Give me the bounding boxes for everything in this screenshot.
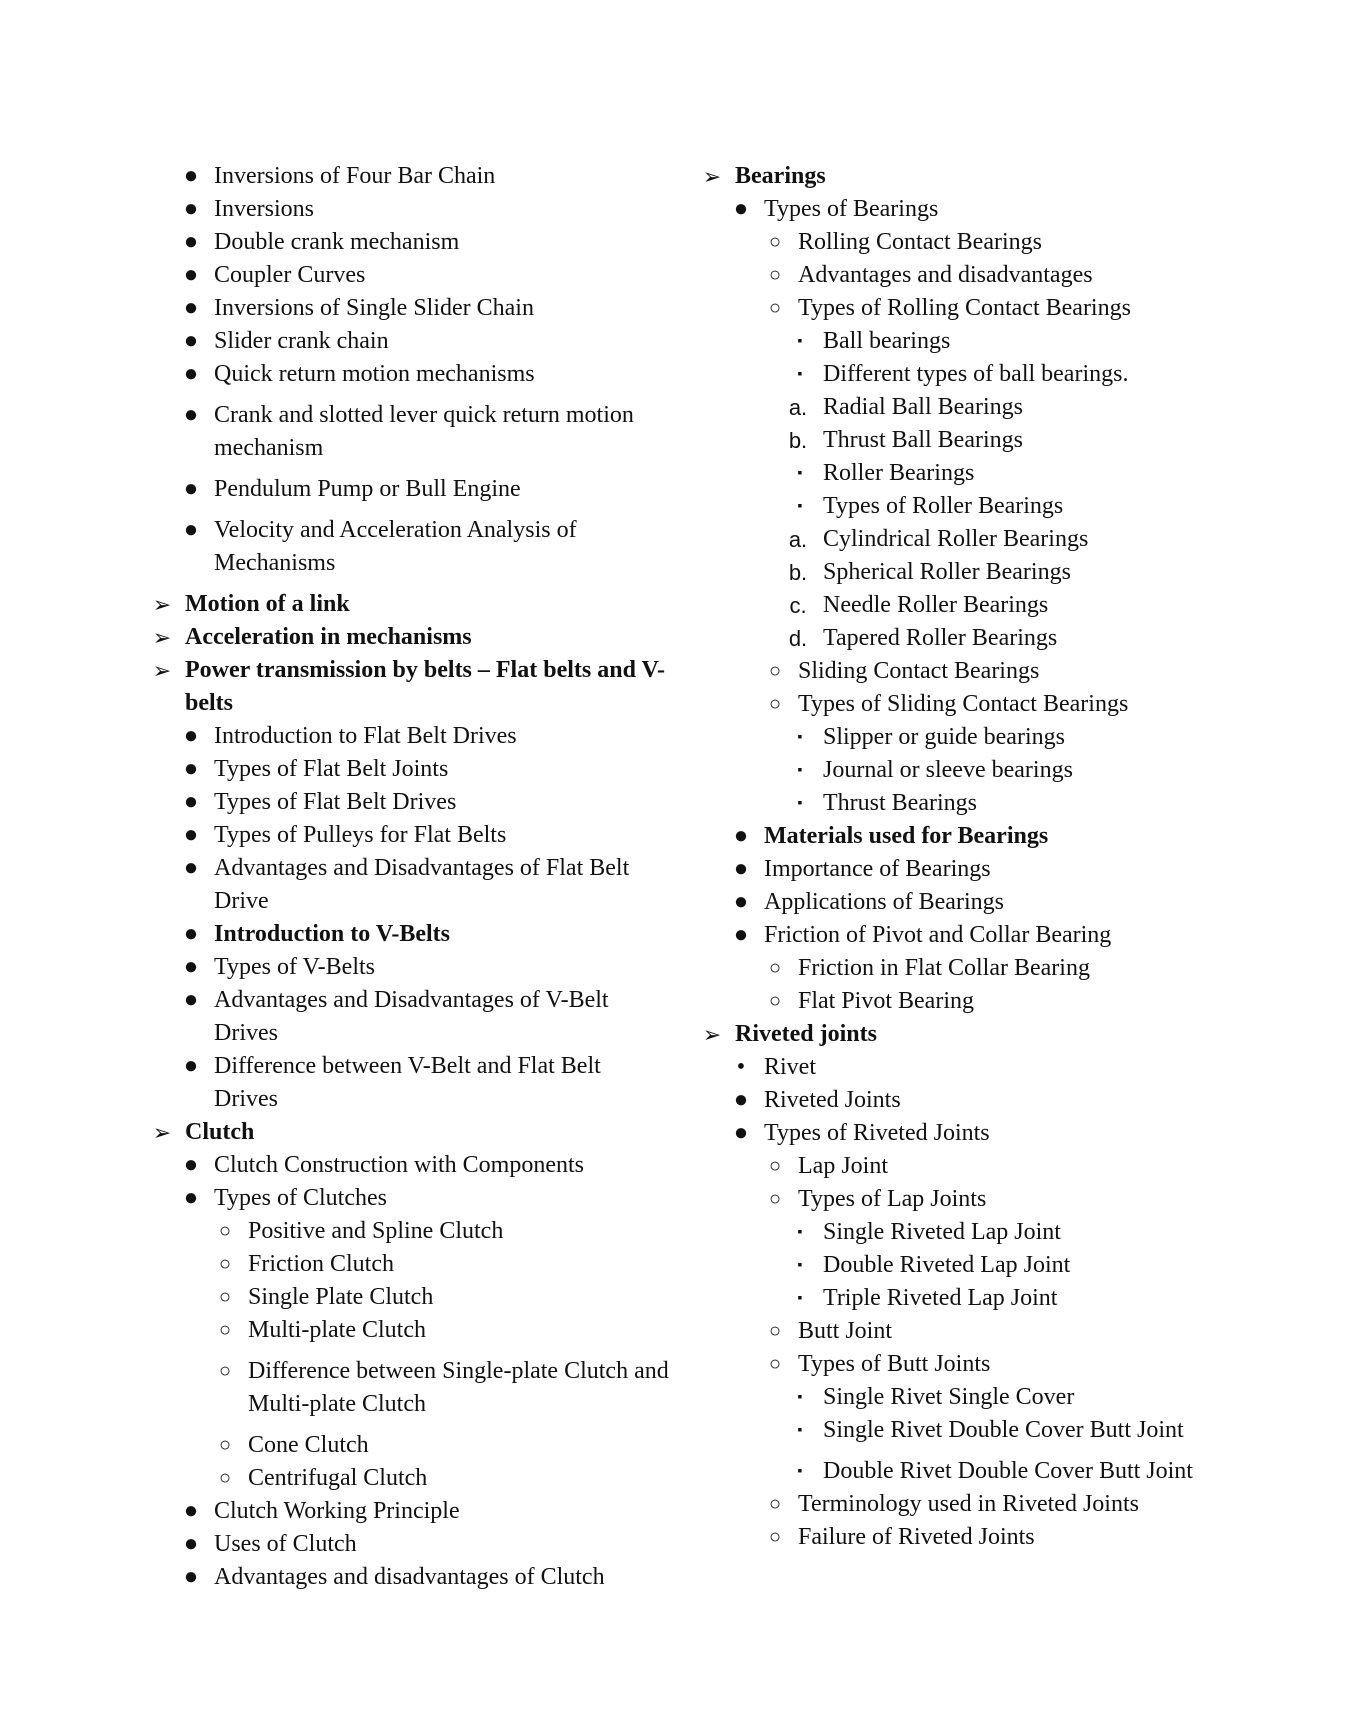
- bullet-dot-icon: ●: [183, 361, 199, 387]
- bullet-dot-icon: ●: [183, 517, 199, 543]
- outline-item: [700, 1150, 1220, 1183]
- bullet-circle-icon: ○: [768, 297, 782, 319]
- bullet-dot-icon: ●: [183, 987, 199, 1013]
- outline-item: [150, 951, 670, 984]
- outline-item-text: Thrust Ball Bearings: [823, 427, 1023, 453]
- outline-item: [150, 588, 670, 621]
- bullet-dot-icon: ●: [183, 1564, 199, 1590]
- outline-item: [700, 259, 1220, 292]
- outline-item: [150, 753, 670, 786]
- outline-item-text: Advantages and disadvantages: [798, 262, 1093, 288]
- outline-item-text: Cylindrical Roller Bearings: [823, 526, 1089, 552]
- outline-item-text: Inversions of Four Bar Chain: [214, 163, 496, 189]
- outline-item-text: Roller Bearings: [823, 460, 975, 486]
- outline-item-text: Types of Roller Bearings: [823, 493, 1064, 519]
- bullet-circle-icon: ○: [768, 1188, 782, 1210]
- outline-item: [150, 399, 670, 465]
- outline-item: [150, 1149, 670, 1182]
- bullet-dot-icon: ●: [733, 1120, 749, 1146]
- outline-item-text: Double Rivet Double Cover Butt Joint: [823, 1458, 1193, 1484]
- outline-item: [150, 819, 670, 852]
- outline-item: [700, 655, 1220, 688]
- bullet-dot-icon: ●: [183, 723, 199, 749]
- outline-item: [150, 1561, 670, 1594]
- bullet-circle-icon: ○: [768, 1493, 782, 1515]
- bullet-circle-icon: ○: [768, 1353, 782, 1375]
- outline-item: [700, 886, 1220, 919]
- outline-item-text: Tapered Roller Bearings: [823, 625, 1058, 651]
- bullet-circle-icon: ○: [218, 1253, 232, 1275]
- outline-item-text: Motion of a link: [185, 591, 350, 617]
- bullet-circle-icon: ○: [768, 660, 782, 682]
- outline-item-text: Multi-plate Clutch: [248, 1317, 426, 1343]
- outline-item: [700, 1381, 1220, 1414]
- outline-item-text: Types of Riveted Joints: [764, 1120, 990, 1146]
- outline-item-text: Triple Riveted Lap Joint: [823, 1285, 1058, 1311]
- outline-item: [150, 1182, 670, 1215]
- outline-item-text: Difference between Single-plate Clutch and Multi-plate Clutch: [248, 1358, 669, 1417]
- outline-item-text: Single Rivet Single Cover: [823, 1384, 1075, 1410]
- outline-item-text: Types of Bearings: [764, 196, 939, 222]
- outline-item: [700, 787, 1220, 820]
- bullet-dot-icon: ●: [183, 196, 199, 222]
- outline-item-text: Spherical Roller Bearings: [823, 559, 1071, 585]
- list-letter-marker: a.: [788, 527, 808, 552]
- outline-item: [700, 1117, 1220, 1150]
- outline-item: [700, 1455, 1220, 1488]
- bullet-circle-icon: ○: [218, 1360, 232, 1382]
- bullet-circle-icon: ○: [768, 264, 782, 286]
- bullet-circle-icon: ○: [768, 1155, 782, 1177]
- bullet-circle-icon: ○: [768, 957, 782, 979]
- outline-item-text: Different types of ball bearings.: [823, 361, 1129, 387]
- outline-item: [150, 984, 670, 1050]
- outline-item-text: Single Plate Clutch: [248, 1284, 434, 1310]
- outline-item: [700, 622, 1220, 655]
- outline-item-text: Slider crank chain: [214, 328, 389, 354]
- outline-item: [700, 952, 1220, 985]
- outline-item: [700, 490, 1220, 523]
- outline-item: [700, 292, 1220, 325]
- outline-item: [150, 852, 670, 918]
- bullet-square-icon: ▪: [797, 1225, 803, 1240]
- bullet-dot-icon: ●: [733, 823, 749, 849]
- outline-item: [700, 226, 1220, 259]
- bullet-dot-icon: ●: [183, 954, 199, 980]
- outline-item: [700, 1315, 1220, 1348]
- bullet-dot-icon: ●: [183, 262, 199, 288]
- outline-item-text: Friction in Flat Collar Bearing: [798, 955, 1090, 981]
- outline-item-text: Radial Ball Bearings: [823, 394, 1023, 420]
- outline-item: [700, 1414, 1220, 1447]
- outline-item-text: Applications of Bearings: [764, 889, 1004, 915]
- list-letter-marker: c.: [789, 593, 807, 618]
- outline-item-text: Lap Joint: [798, 1153, 888, 1179]
- outline-item: [150, 325, 670, 358]
- outline-item: [700, 589, 1220, 622]
- arrow-bullet-icon: ➢: [702, 1022, 722, 1047]
- outline-item: [150, 1248, 670, 1281]
- bullet-dot-icon: ●: [733, 856, 749, 882]
- outline-item-text: Types of Clutches: [214, 1185, 387, 1211]
- bullet-dot-icon: ●: [183, 328, 199, 354]
- outline-item: [700, 1018, 1220, 1051]
- bullet-square-icon: ▪: [797, 1390, 803, 1405]
- outline-item: [150, 1116, 670, 1149]
- outline-item-text: Single Rivet Double Cover Butt Joint: [823, 1417, 1184, 1443]
- outline-item: [700, 985, 1220, 1018]
- arrow-bullet-icon: ➢: [152, 1120, 172, 1145]
- outline-item-text: Centrifugal Clutch: [248, 1465, 428, 1491]
- outline-item: [150, 259, 670, 292]
- bullet-circle-icon: ○: [218, 1220, 232, 1242]
- outline-item-text: Coupler Curves: [214, 262, 366, 288]
- list-letter-marker: b.: [788, 560, 808, 585]
- outline-item: [700, 1282, 1220, 1315]
- outline-item: [150, 1050, 670, 1116]
- outline-item: [150, 720, 670, 753]
- outline-item-text: Uses of Clutch: [214, 1531, 357, 1557]
- outline-item: [700, 1216, 1220, 1249]
- outline-item: [700, 1249, 1220, 1282]
- outline-item-text: Journal or sleeve bearings: [823, 757, 1073, 783]
- bullet-dot-icon: ●: [183, 921, 199, 947]
- bullet-square-icon: ▪: [797, 1258, 803, 1273]
- bullet-dot-icon: ●: [183, 1152, 199, 1178]
- outline-item-text: Cone Clutch: [248, 1432, 369, 1458]
- outline-item: [150, 226, 670, 259]
- bullet-square-icon: ▪: [797, 796, 803, 811]
- bullet-dot-icon: ●: [183, 1498, 199, 1524]
- outline-item: [700, 853, 1220, 886]
- outline-item-text: Crank and slotted lever quick return motion mechanism: [214, 402, 634, 461]
- outline-item: [700, 1084, 1220, 1117]
- bullet-square-icon: ▪: [797, 367, 803, 382]
- outline-item: [150, 1281, 670, 1314]
- bullet-dot-icon: ●: [183, 1053, 199, 1079]
- outline-item: [700, 391, 1220, 424]
- outline-item-text: Rivet: [764, 1054, 816, 1080]
- outline-item: [150, 193, 670, 226]
- outline-item-text: Friction of Pivot and Collar Bearing: [764, 922, 1112, 948]
- outline-item-text: Materials used for Bearings: [764, 823, 1049, 849]
- outline-item-text: Advantages and Disadvantages of V-Belt Drives: [214, 987, 609, 1046]
- bullet-circle-icon: ○: [768, 990, 782, 1012]
- outline-item: [150, 514, 670, 580]
- outline-item: [700, 919, 1220, 952]
- outline-item-text: Failure of Riveted Joints: [798, 1524, 1035, 1550]
- outline-item: [700, 457, 1220, 490]
- bullet-dot-icon: ●: [183, 1531, 199, 1557]
- outline-item: [700, 1521, 1220, 1554]
- bullet-dot-icon: ●: [183, 402, 199, 428]
- outline-item: [700, 721, 1220, 754]
- outline-item-text: Clutch: [185, 1119, 255, 1145]
- outline-item-text: Sliding Contact Bearings: [798, 658, 1040, 684]
- bullet-circle-icon: ○: [768, 1320, 782, 1342]
- outline-item: [700, 193, 1220, 226]
- outline-item-text: Slipper or guide bearings: [823, 724, 1065, 750]
- outline-item: [150, 654, 670, 720]
- arrow-bullet-icon: ➢: [702, 164, 722, 189]
- outline-item: [150, 1528, 670, 1561]
- arrow-bullet-icon: ➢: [152, 592, 172, 617]
- bullet-square-icon: ▪: [797, 763, 803, 778]
- bullet-square-icon: ▪: [797, 466, 803, 481]
- outline-item: [700, 1348, 1220, 1381]
- outline-item-text: Advantages and disadvantages of Clutch: [214, 1564, 605, 1590]
- bullet-dot-icon: ●: [183, 295, 199, 321]
- bullet-square-icon: ▪: [797, 1423, 803, 1438]
- outline-item: [700, 556, 1220, 589]
- bullet-dot-icon: ●: [183, 1185, 199, 1211]
- outline-item: [150, 1429, 670, 1462]
- outline-item: [700, 754, 1220, 787]
- outline-item: [150, 621, 670, 654]
- outline-item-text: Types of Rolling Contact Bearings: [798, 295, 1131, 321]
- outline-item-text: Double crank mechanism: [214, 229, 460, 255]
- outline-item-text: Quick return motion mechanisms: [214, 361, 535, 387]
- outline-item-text: Power transmission by belts – Flat belts and V-belts: [185, 657, 666, 716]
- outline-item-text: Advantages and Disadvantages of Flat Belt Drive: [214, 855, 630, 914]
- outline-item-text: Velocity and Acceleration Analysis of Mechanisms: [214, 517, 577, 576]
- outline-item-text: Riveted Joints: [764, 1087, 901, 1113]
- outline-item-text: Types of Flat Belt Drives: [214, 789, 457, 815]
- outline-item-text: Thrust Bearings: [823, 790, 977, 816]
- outline-item-text: Types of Lap Joints: [798, 1186, 987, 1212]
- outline-item: [700, 325, 1220, 358]
- bullet-circle-icon: ○: [768, 693, 782, 715]
- bullet-dot-icon: •: [736, 1054, 746, 1080]
- outline-item: [150, 1495, 670, 1528]
- bullet-dot-icon: ●: [733, 889, 749, 915]
- bullet-dot-icon: ●: [183, 163, 199, 189]
- outline-item-text: Importance of Bearings: [764, 856, 991, 882]
- outline-item-text: Needle Roller Bearings: [823, 592, 1049, 618]
- arrow-bullet-icon: ➢: [152, 625, 172, 650]
- outline-item-text: Butt Joint: [798, 1318, 893, 1344]
- bullet-circle-icon: ○: [768, 231, 782, 253]
- bullet-dot-icon: ●: [183, 789, 199, 815]
- bullet-circle-icon: ○: [768, 1526, 782, 1548]
- bullet-dot-icon: ●: [733, 1087, 749, 1113]
- outline-item-text: Riveted joints: [735, 1021, 877, 1047]
- outline-item-text: Types of Butt Joints: [798, 1351, 991, 1377]
- outline-item-text: Friction Clutch: [248, 1251, 394, 1277]
- outline-item: [700, 688, 1220, 721]
- outline-item-text: Types of V-Belts: [214, 954, 375, 980]
- bullet-circle-icon: ○: [218, 1286, 232, 1308]
- outline-item-text: Bearings: [735, 163, 826, 189]
- outline-item: [150, 1462, 670, 1495]
- arrow-bullet-icon: ➢: [152, 658, 172, 683]
- outline-item: [150, 786, 670, 819]
- bullet-dot-icon: ●: [733, 922, 749, 948]
- outline-item-text: Flat Pivot Bearing: [798, 988, 974, 1014]
- outline-item-text: Clutch Construction with Components: [214, 1152, 584, 1178]
- outline-item: [150, 918, 670, 951]
- outline-item: [700, 424, 1220, 457]
- outline-item: [150, 1314, 670, 1347]
- outline-item: [150, 358, 670, 391]
- outline-item: [700, 160, 1220, 193]
- outline-item: [150, 1215, 670, 1248]
- outline-item-text: Inversions: [214, 196, 314, 222]
- outline-item: [150, 292, 670, 325]
- bullet-dot-icon: ●: [183, 822, 199, 848]
- outline-item: [700, 1051, 1220, 1084]
- bullet-square-icon: ▪: [797, 730, 803, 745]
- outline-item-text: Types of Pulleys for Flat Belts: [214, 822, 507, 848]
- outline-item-text: Single Riveted Lap Joint: [823, 1219, 1061, 1245]
- outline-item-text: Types of Flat Belt Joints: [214, 756, 449, 782]
- outline-item: [150, 473, 670, 506]
- outline-item-text: Inversions of Single Slider Chain: [214, 295, 534, 321]
- bullet-square-icon: ▪: [797, 334, 803, 349]
- outline-item-text: Types of Sliding Contact Bearings: [798, 691, 1129, 717]
- outline-item: [150, 160, 670, 193]
- bullet-dot-icon: ●: [733, 196, 749, 222]
- outline-item-text: Rolling Contact Bearings: [798, 229, 1042, 255]
- bullet-circle-icon: ○: [218, 1319, 232, 1341]
- bullet-square-icon: ▪: [797, 1464, 803, 1479]
- outline-item-text: Terminology used in Riveted Joints: [798, 1491, 1139, 1517]
- outline-item-text: Double Riveted Lap Joint: [823, 1252, 1071, 1278]
- outline-item: [700, 1183, 1220, 1216]
- outline-item-text: Acceleration in mechanisms: [185, 624, 472, 650]
- bullet-square-icon: ▪: [797, 499, 803, 514]
- outline-item-text: Introduction to Flat Belt Drives: [214, 723, 517, 749]
- outline-item: [700, 820, 1220, 853]
- bullet-circle-icon: ○: [218, 1467, 232, 1489]
- right-column-outline: [700, 160, 1220, 1554]
- outline-item-text: Ball bearings: [823, 328, 951, 354]
- outline-item: [700, 523, 1220, 556]
- outline-item-text: Clutch Working Principle: [214, 1498, 460, 1524]
- outline-item-text: Pendulum Pump or Bull Engine: [214, 476, 521, 502]
- bullet-square-icon: ▪: [797, 1291, 803, 1306]
- outline-item: [700, 358, 1220, 391]
- outline-item-text: Introduction to V-Belts: [214, 921, 451, 947]
- bullet-dot-icon: ●: [183, 855, 199, 881]
- outline-item: [150, 1355, 670, 1421]
- outline-item: [700, 1488, 1220, 1521]
- bullet-dot-icon: ●: [183, 756, 199, 782]
- list-letter-marker: d.: [788, 626, 808, 651]
- list-letter-marker: b.: [788, 428, 808, 453]
- bullet-circle-icon: ○: [218, 1434, 232, 1456]
- outline-item-text: Positive and Spline Clutch: [248, 1218, 504, 1244]
- left-column-outline: [150, 160, 670, 1594]
- bullet-dot-icon: ●: [183, 476, 199, 502]
- bullet-dot-icon: ●: [183, 229, 199, 255]
- list-letter-marker: a.: [788, 395, 808, 420]
- outline-item-text: Difference between V-Belt and Flat Belt Drives: [214, 1053, 601, 1112]
